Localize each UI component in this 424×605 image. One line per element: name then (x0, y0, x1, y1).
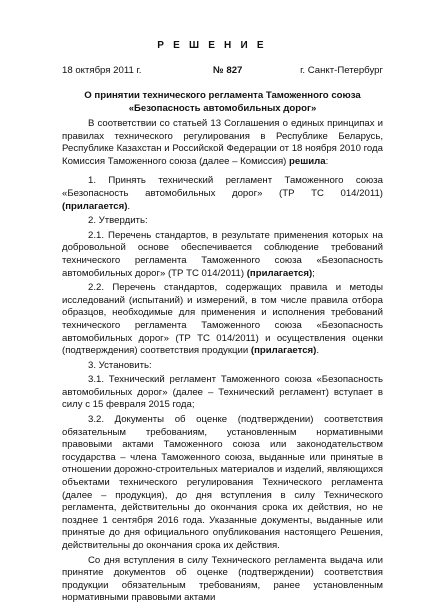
decision-date: 18 октября 2011 г. (62, 65, 142, 76)
document-body (62, 118, 383, 605)
paragraph-2: 2. Утвердить: (88, 215, 148, 227)
decision-number: № 827 (213, 65, 243, 76)
paragraph-3: 3. Установить: (88, 359, 152, 371)
document-title: Р Е Ш Е Н И Е (157, 40, 267, 51)
preamble-paragraph: В соответствии со статьей 13 Соглашения о единых принципах и правилах технического регулирования в Республике Беларусь, Республике Казахстан и Российской Федерации от 18 ноября 2010 года Комиссия Таможенного союза (далее – Комиссия) решила: (62, 118, 383, 167)
paragraph-2-1-bold: (прилагается) (246, 267, 313, 279)
paragraph-2-1: 2.1. Перечень стандартов, в результате применения которых на добровольной основе обеспечивается соблюдение требований технического регламента Таможенного союза «Безопасность автомобильных дорог» (ТР ТС 014/2011) (прилагается); (62, 229, 383, 279)
paragraph-3-3: Со дня вступления в силу Технического регламента выдача или принятие документов об оценке (подтверждении) соответствия продукции обязательным требованиям, ранее установленным нормативными правовыми актами (62, 554, 383, 604)
paragraph-2-2: 2.2. Перечень стандартов, содержащих правила и методы исследований (испытаний) и измерений, в том числе правила отбора образцов, необходимые для применения и исполнения требований технического регламента Таможенного союза «Безопасность автомобильных дорог» (ТР ТС 014/2011) и осуществления оценки (подтверждения) соответствия продукции (прилагается). (62, 282, 383, 357)
paragraph-3-2: 3.2. Документы об оценке (подтверждении) соответствия обязательным требованиям, установленным нормативными правовыми актами Таможенного союза или законодательством государства – члена Таможенного союза, выданные или принятые в отношении дорожно-строительных материалов и изделий, являющихся объектами технического регулирования Технического регламента (далее – продукция), до дня вступления в силу Технического регламента, действительны до окончания срока их действия, но не позднее 1 сентября 2016 года. Указанные документы, выданные или принятые до дня официального опубликования настоящего Решения, действительны до окончания срока их действия. (62, 414, 383, 551)
paragraph-1: 1. Принять технический регламент Таможенного союза «Безопасность автомобильных дорог» (ТР ТС 014/2011) (прилагается). (62, 175, 383, 212)
subject-line-1: О принятии технического регламента Таможенного союза (84, 90, 361, 101)
document-meta (62, 65, 383, 79)
preamble-bold: решила (289, 155, 326, 167)
paragraph-1-bold: (прилагается) (62, 200, 128, 212)
subject-line-2: «Безопасность автомобильных дорог» (128, 102, 317, 114)
decision-subject (62, 90, 383, 115)
decision-city: г. Санкт-Петербург (300, 65, 383, 76)
paragraph-2-2-bold: (прилагается) (250, 345, 317, 357)
paragraph-3-1: 3.1. Технический регламент Таможенного союза «Безопасность автомобильных дорог» (далее – Технический регламент) вступает в силу с 15 февраля 2015 года; (62, 374, 383, 411)
